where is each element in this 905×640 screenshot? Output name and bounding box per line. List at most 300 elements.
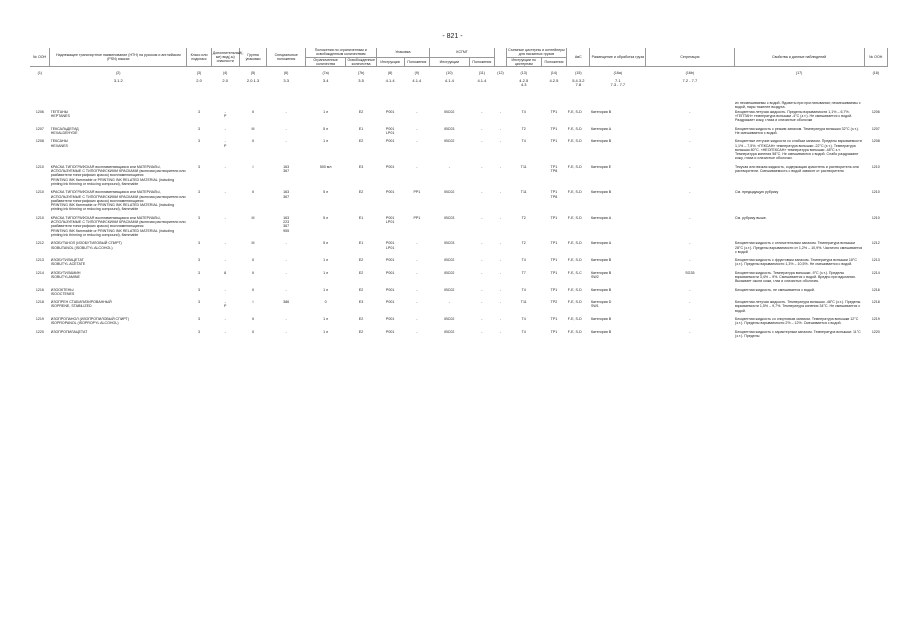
tank-provision: TP1 [550,287,558,292]
tank-provision: TP1 [550,109,558,114]
excepted-quantity: E3 [358,164,364,169]
packing-group: II [252,287,255,292]
properties: Бесцветная летучая жидкость. Пределы взрываемости 1,1% – 6,7%. «ГЕПТАН» температура вспышки -4°C (з.т.). Не смешивается с водой. Раздражает кожу, глаза и слизистые оболочки [735,109,853,123]
ems: F-E, S-C [567,270,582,275]
segregation: - [689,164,691,169]
stowage: Категория B SW2 [590,270,612,279]
limited-quantity: 1 л [323,139,329,144]
table-header [30,48,888,67]
subsidiary-risk: - [224,164,226,169]
excepted-quantity: E2 [358,287,364,292]
packing-instruction: P001 [385,317,395,322]
packing-provision: - [416,126,418,131]
limited-quantity: 5 л [323,241,329,246]
shipping-name: ИЗООКТЕНЫ ISOOCTENES [50,287,75,296]
class: 3 [198,190,201,195]
limited-quantity: 5 л [323,190,329,195]
stowage: Категория A [590,241,612,246]
limited-quantity: 5 л [323,215,329,220]
continuation-row [30,101,888,110]
limited-quantity: 500 мл [319,164,332,169]
packing-group: I [252,164,254,169]
column-number: (5) [250,71,256,76]
ibc-instruction: IBC02 [444,258,455,263]
excepted-quantity: E2 [358,109,364,114]
tank-provision: TP1 [550,241,558,246]
special-provisions: - [285,270,287,275]
un-number-right: 1213 [871,258,880,263]
ibc-provision: - [481,241,483,246]
properties: Бесцветная летучая жидкость. Температура вспышки -48°C (з.т.). Пределы взрываемости 1,5% – 9,7%. Температура кипения 34°C. Не смешивается с водой. [735,300,861,313]
packing-group: III [251,215,255,220]
header-subsidiary: Дополнительный(-ые) вид(-ы) опасности [211,48,239,67]
continuation-text: их несмешиваемы с водой. Ядовиты при проглатывании; несмешиваемы с водой, пары тяжелее воздуха. [735,101,861,110]
un-number: 1208 [35,139,44,144]
stowage: Категория B [590,258,612,263]
ibc-instruction: IBC02 [444,287,455,292]
tank-instruction: T4 [521,329,526,334]
class: 3 [198,258,201,263]
un-number-right: 1219 [871,317,880,322]
packing-provision: - [416,287,418,292]
tank-instruction: T4 [521,258,526,263]
packing-instruction: P001 [385,109,395,114]
tank-provision: TP1 [550,215,558,220]
shipping-name: КРАСКА ТИПОГРАФСКАЯ воспламеняющаяся или МАТЕРИАЛЫ, ИСПОЛЬЗУЕМЫЕ С ТИПОГРАФСКИМИ КРАСКАМИ (включая растворители или разбавители типографских красок) воспламеняющиеся PRINTING INK flammable or PRINTING INK RELATED MATERIAL (including printing ink thinning or reducing compound), flammable [50,164,186,186]
column-reference: 4.1.4 [412,78,422,84]
shipping-name: ИЗОПРЕН СТАБИЛИЗИРОВАННЫЙ ISOPRENE, STABILIZED [50,300,112,309]
excepted-quantity: E2 [358,329,364,334]
column-reference: 3.4 [322,78,329,84]
special-provisions: 163 223 367 955 [283,215,290,233]
subsidiary-risk: - [224,190,226,195]
un-number: 1216 [35,287,44,292]
un-number-right: 1212 [871,241,880,246]
column-number: (17) [795,71,803,76]
column-number: (11) [478,71,485,76]
un-number-right: 1210 [871,215,880,220]
tank-provision: TP1 TP8 [550,164,558,174]
ibc-provision: - [481,109,483,114]
column-number: (3) [196,71,202,76]
subsidiary-risk: - [224,287,226,292]
col12-value: - [499,126,502,131]
tank-instruction: T4 [521,287,526,292]
packing-provision: - [416,109,418,114]
packing-instruction: P001 [385,270,395,275]
stowage: Категория B [590,139,612,144]
un-number: 1218 [35,300,44,305]
column-number: (7a) [322,71,329,76]
table-row [30,288,888,297]
col12-value: - [499,241,502,246]
packing-provision: - [416,164,418,169]
ibc-instruction: IBC02 [444,109,455,114]
column-reference: 4.1.4 [477,78,487,84]
header-special-provisions: Специальные положения [267,48,305,67]
ibc-instruction: IBC03 [444,215,455,220]
column-number: (2) [116,71,121,76]
ems: F-E, S-D [567,258,582,263]
subsidiary-risk: - [224,317,226,322]
table-row [30,165,888,186]
header-name: Надлежащее транспортное наименование (НТН) на русском и английском (PSN) языках [50,48,187,67]
column-reference: 4.1.4 [444,78,454,84]
limited-quantity: 0 [324,300,327,305]
packing-instruction: P001 [385,190,395,195]
packing-provision: - [416,241,418,246]
table-row [30,139,888,160]
column-number: (16b) [685,71,695,76]
packing-group: III [251,126,255,131]
tank-provision: TP1 [550,258,558,263]
col12-value: - [499,164,502,169]
limited-quantity: 1 л [323,317,329,322]
ibc-provision: - [481,215,483,220]
tank-instruction: T4 [521,139,526,144]
class: 3 [198,287,201,292]
properties: Бесцветная жидкость с фруктовым запахом. Температура вспышки 18°C (з.т.). Пределы взрываемости 1,3% – 10,5%. Не смешивается с водой. [735,258,857,267]
ibc-provision: - [481,258,483,263]
properties: Бесцветная жидкость. Температура вспышки -9°C (з.т.). Пределы взрываемости 3,4% – 9%. Смешивается с водой. Вредно при вдыхании. Вызывает ожоги кожи, глаз и слизистых оболочек. [735,270,856,284]
packing-provision: - [416,317,418,322]
ems: F-E, S-D [567,109,582,114]
table-row [30,110,888,123]
shipping-name: ГЕКСАНЫ HEXANES [50,139,68,148]
class: 3 [198,329,201,334]
excepted-quantity: E2 [358,190,364,195]
ibc-instruction: IBC02 [444,317,455,322]
segregation: - [689,287,691,292]
header-ibc-instr: Инструкции [430,57,470,67]
shipping-name: КРАСКА ТИПОГРАФСКАЯ воспламеняющаяся или МАТЕРИАЛЫ, ИСПОЛЬЗУЕМЫЕ С ТИПОГРАФСКИМИ КРАСКАМИ (включая растворители или разбавители типографских красок) воспламеняющиеся PRINTING INK flammable or PRINTING INK RELATED MATERIAL (including printing ink thinning or reducing compound), flammable [50,215,186,237]
packing-instruction: P001 LP01 [385,215,395,225]
subsidiary-risk: - [224,126,226,131]
column-number: (15) [575,71,582,76]
column-number: (10) [446,71,453,76]
un-number: 1207 [35,126,44,131]
header-properties: Свойства и данные наблюдений [734,48,864,67]
tank-provision: TP1 [550,270,558,275]
packing-instruction: P001 LP01 [385,241,395,250]
tank-provision: TP1 [550,329,558,334]
limited-quantity: 1 л [323,109,329,114]
column-reference [864,79,887,101]
ibc-provision: - [481,317,483,322]
un-number: 1210 [35,164,44,169]
excepted-quantity: E1 [358,241,364,246]
table-row [30,190,888,211]
column-reference: 7.2 - 7.7 [682,78,698,84]
ibc-provision: - [481,164,483,169]
segregation: - [689,329,691,334]
un-number-right: 1208 [871,139,880,144]
packing-group: II [252,329,255,334]
ibc-provision: - [481,139,483,144]
packing-instruction: P001 [385,287,395,292]
un-number-right: 1216 [871,287,880,292]
row-spacer [30,338,888,342]
header-un-last: № ООН [864,48,887,67]
limited-quantity: 1 л [323,287,329,292]
tank-provision: TP2 [550,300,558,305]
column-number: (16a) [613,71,623,76]
header-packing-group: Группа упаковки [239,48,267,67]
properties: См. рубрику выше. [735,215,767,220]
header-pack-prov: Положения [404,57,430,67]
ibc-instruction: IBC02 [444,190,455,195]
tank-instruction: T2 [521,126,526,131]
class: 3 [198,109,201,114]
segregation: - [689,317,691,322]
special-provisions: - [285,241,287,246]
table-row [30,216,888,237]
stowage: Категория B [590,109,612,114]
un-number-right: 1210 [871,164,880,169]
un-number: 1210 [35,215,44,220]
tank-provision: TP1 [550,139,558,144]
ems: F-E, S-D [567,300,582,305]
tank-provision: TP1 [550,317,558,322]
stowage: Категория A [590,215,612,220]
column-reference: 2.0.1.3 [246,78,260,84]
class: 3 [198,126,201,131]
column-number: (12) [497,71,504,76]
ibc-provision: - [481,287,483,292]
segregation: - [689,190,691,195]
column-reference: 2.0 [222,78,228,84]
column-number: (4) [222,71,228,76]
tank-instruction: T4 [521,317,526,322]
dangerous-goods-table [30,48,888,342]
col12-value: - [499,300,502,305]
header-ibc: КСГМГ [430,48,495,57]
special-provisions: - [285,126,287,131]
special-provisions: - [285,329,287,334]
table-row [30,300,888,313]
header-un: № ООН [30,48,50,67]
limited-quantity: 5 л [323,126,329,131]
ibc-provision: - [481,329,483,334]
header-limited: Ограниченные количества [305,57,346,67]
ems: F-E, S-D [567,190,582,195]
packing-group: II [252,139,255,144]
shipping-name: ИЗОПРОПИЛАЦЕТАТ [50,329,88,334]
ems: F-E, S-D [567,287,582,292]
un-number-right: 1220 [871,329,880,334]
column-number-row [30,67,888,80]
column-reference: 5.4.3.2 7.8 [572,78,585,88]
stowage: Категория B [590,317,612,322]
column-number: (14) [550,71,558,76]
column-reference [734,79,864,101]
column-number: (7b) [357,71,365,76]
excepted-quantity: E2 [358,139,364,144]
table-body [30,67,888,343]
column-number: (18) [872,71,880,76]
stowage: Категория B [590,329,612,334]
un-number-right: 1210 [871,190,880,195]
subsidiary-risk: - [224,329,226,334]
ems: F-E, S-D [567,241,582,246]
ibc-instruction: IBC03 [444,126,455,131]
header-tanks: Съемные цистерны и контейнеры для насыпных грузов [508,48,565,57]
col12-value: - [499,317,502,322]
header-ems: АвС [567,48,590,67]
tank-instruction: T4 [521,109,526,114]
un-number: 1219 [35,317,44,322]
header-pack-instr: Инструкции [376,57,404,67]
column-number: (13) [520,71,527,76]
column-reference: 7.1 7.3 - 7.7 [610,78,626,88]
un-number-right: 1206 [871,109,880,114]
packing-provision: PP1 [413,215,421,220]
ibc-provision: - [481,270,483,275]
header-class: Класс или подкласс [187,48,211,67]
column-number: (6) [283,71,289,76]
column-reference: 2.0 [196,78,202,84]
segregation: - [689,109,691,114]
column-number: (9) [414,71,420,76]
table-row [30,241,888,254]
un-number: 1206 [35,109,44,114]
shipping-name: ГЕПТАНЫ HEPTANES [50,109,70,119]
packing-instruction: P001 [385,164,395,169]
subsidiary-risk: 8 [224,270,227,275]
shipping-name: ИЗОБУТАНОЛ (ИЗОБУТИЛОВЫЙ СПИРТ) ISOBUTANOL (ISOBUTYL ALCOHOL) [50,241,122,250]
header-limited-excepted: Положения по ограниченным и освобожденным количествам [305,48,376,57]
shipping-name: ИЗОБУТИЛАЦЕТАТ ISOBUTYL ACETATE [50,258,86,267]
column-reference: 3.3 [283,78,289,84]
stowage: Категория A [590,126,612,131]
ibc-provision: - [481,300,483,305]
properties: Бесцветная жидкость со спиртовым запахом. Температура вспышки 12°C (з.т.). Пределы взрываемости 2% – 12%. Смешивается с водой. [735,317,859,326]
column-reference: 4.1.4 [385,78,395,84]
column-number: (1) [37,71,43,76]
ibc-instruction: IBC03 [444,241,455,246]
packing-group: II [252,317,255,322]
column-reference [495,79,507,101]
properties: Бесцветная жидкость с резким запахом. Температура вспышки 32°C (з.т.). Не смешивается с водой. [735,126,859,135]
tank-provision: TP1 [550,126,558,131]
special-provisions: - [285,109,287,114]
header-stowage: Размещение и обработка груза [590,48,646,67]
special-provisions: 386 [283,300,290,305]
tank-provision: TP1 TP8 [550,190,558,199]
header-tank-prov: Положения [541,57,567,67]
packing-group: II [252,190,255,195]
special-provisions: - [285,258,287,263]
packing-provision: - [416,270,418,275]
un-number: 1212 [35,241,44,246]
col12-value: - [499,139,502,144]
shipping-name: ГЕКСАЛЬДЕГИД HEXALDEHYDE [50,126,79,135]
segregation: SG35 [685,270,695,275]
packing-instruction: P001 LP01 [385,126,395,135]
class: 3 [198,215,201,220]
column-reference: 4.2.5 [549,78,559,84]
un-number: 1213 [35,258,44,263]
page-number: - 821 - [442,33,463,40]
col12-value: - [499,329,502,334]
un-number: 1210 [35,190,44,195]
packing-group: I [252,300,254,305]
column-reference: 3.1.2 [113,78,123,84]
limited-quantity: 1 л [323,258,329,263]
packing-provision: - [416,139,418,144]
ems: F-E, S-D [567,139,582,144]
ibc-provision: - [481,190,483,195]
packing-provision: - [416,300,418,305]
ibc-provision: - [481,126,483,131]
segregation: - [689,258,691,263]
column-reference: 3.5 [358,78,364,84]
stowage: Категория B [590,190,612,195]
limited-quantity: 1 л [323,329,329,334]
packing-instruction: P001 [385,139,395,144]
col12-value: - [499,215,502,220]
excepted-quantity: E1 [358,215,364,220]
properties: См. предыдущую рубрику [735,190,779,195]
ems: F-E, S-D [567,329,582,334]
packing-provision: - [416,329,418,334]
subsidiary-risk: - P [223,300,227,309]
class: 3 [198,139,201,144]
table-row [30,317,888,326]
tank-instruction: T11 [520,164,527,169]
packing-group: II [252,270,255,275]
un-number: 1220 [35,329,44,334]
subsidiary-risk: - [224,215,226,220]
header-segregation: Сегрегация [646,48,734,67]
un-number-right: 1214 [871,270,880,275]
tank-instruction: T11 [520,190,527,195]
tank-instruction: T7 [521,270,526,275]
class: 3 [198,300,201,305]
col12-value: - [499,258,502,263]
special-provisions: - [285,139,287,144]
packing-instruction: P001 [385,258,395,263]
header-col12 [495,48,507,67]
column-number: (8) [387,71,393,76]
ibc-instruction: IBC02 [444,329,455,334]
subsidiary-risk: - P [223,139,227,148]
segregation: - [689,126,691,131]
tank-instruction: T2 [521,215,526,220]
stowage: Категория E [590,164,612,169]
ems: F-E, S-D [567,164,582,169]
shipping-name: ИЗОПРОПАНОЛ (ИЗОПРОПИЛОВЫЙ СПИРТ) ISOPROPANOL (ISOPROPYL ALCOHOL) [50,317,129,326]
ems: F-E, S-D [567,215,582,220]
packing-group: III [251,241,255,246]
segregation: - [689,139,691,144]
limited-quantity: 1 л [323,270,329,275]
class: 3 [198,270,201,275]
subsidiary-risk: - P [223,109,227,119]
header-ibc-prov: Положения [469,57,495,67]
packing-provision: - [416,258,418,263]
col12-value: - [499,270,502,275]
packing-instruction: P001 [385,329,395,334]
properties: Текучая или вязкая жидкость, содержащая краситель и растворитель или растворители. Смешиваемость с водой зависит от растворителя [735,164,859,174]
header-packing: Упаковка [376,48,429,57]
header-tank-instr: Инструкции по цистернам [506,57,541,67]
class: 3 [198,317,201,322]
ibc-instruction: - [448,300,450,305]
table-row [30,127,888,136]
table-row [30,271,888,284]
col12-value: - [499,287,502,292]
